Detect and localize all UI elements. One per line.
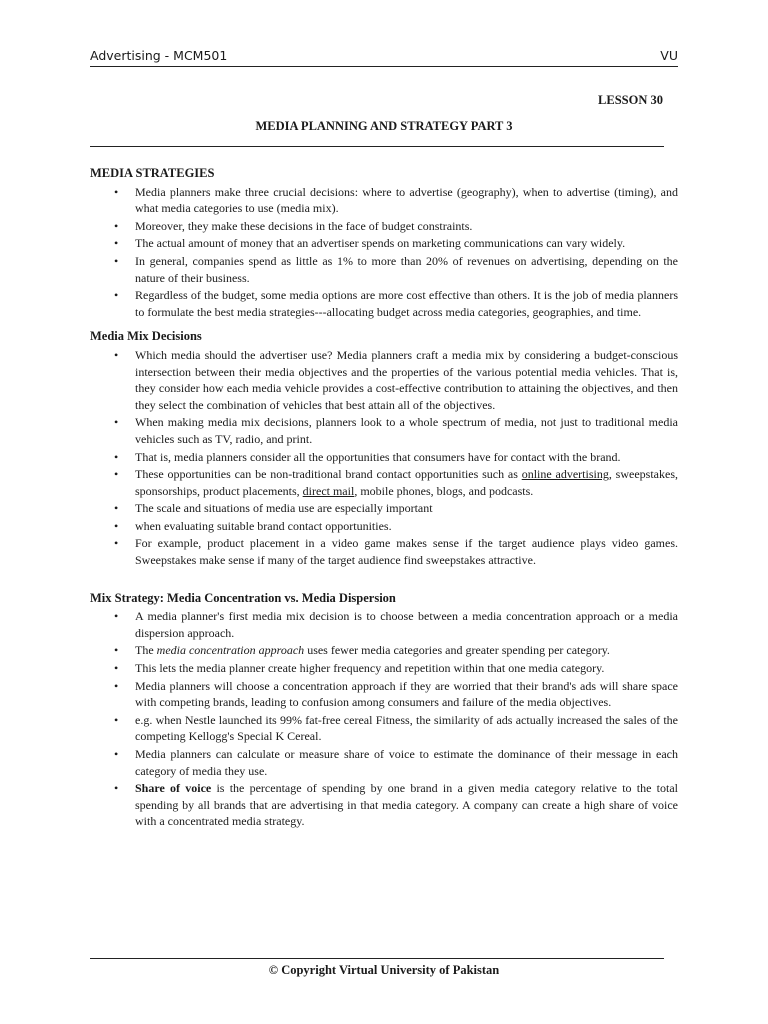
page-title: MEDIA PLANNING AND STRATEGY PART 3 [255,119,513,133]
bullet-icon: • [114,288,119,303]
emphasis-term: media concentration approach [156,643,305,658]
list-item: • Media planners make three crucial decisions: where to advertise (geography), when to advertise (timing), and what media categories to use (media mix). [114,184,678,216]
course-code: Advertising - MCM501 [90,48,228,63]
list-item: • Media planners can calculate or measure share of voice to estimate the dominance of their message in each category of media they use. [114,747,678,778]
bullet-icon: • [114,747,119,761]
bullet-icon: • [114,518,119,533]
bullet-list-media-strategies [90,184,678,321]
list-item: • Share of voice is the percentage of spending by one brand in a given media category relative to the total spending by all brands that are advertising in that media category. A company can create a high share of voice with a concentrated media strategy. [114,781,678,829]
section-heading-mix-strategy: Mix Strategy: Media Concentration vs. Media Dispersion [90,590,396,605]
list-item: • Regardless of the budget, some media options are more cost effective than others. It is the job of media planners to formulate the best media strategies---allocating budget across media categories, geographies, and time. [114,288,678,319]
bullet-icon: • [114,236,119,251]
copyright-footer: © Copyright Virtual University of Pakistan [268,963,500,977]
bullet-icon: • [114,609,119,624]
list-item: • For example, product placement in a video game makes sense if the target audience plays video games. Sweepstakes make sense if many of the target audience find sweepstakes attractive. [114,536,678,568]
list-item: • In general, companies spend as little as 1% to more than 20% of revenues on advertising, depending on the nature of their business. [114,253,678,285]
bullet-list-media-mix [90,347,678,569]
list-item: • Moreover, they make these decisions in the face of budget constraints. [114,218,473,233]
bullet-icon: • [114,643,119,658]
list-item: • Which media should the advertiser use? Media planners craft a media mix by considering a budget-conscious intersection between their media objectives and the properties of the various potential media vehicles. That is, they consider how each media vehicle provides a cost-effective contribution to attaining the objectives, and then they select the combination of vehicles that best attain all of the objectives. [114,347,678,412]
section-heading-media-strategies: MEDIA STRATEGIES [90,166,215,180]
running-header [90,48,678,67]
document-body [90,165,678,831]
bullet-icon: • [114,347,119,362]
list-item: • The media concentration approach uses fewer media categories and greater spending per category. [114,643,610,658]
bullet-icon: • [114,218,119,233]
bullet-icon: • [114,449,119,464]
bullet-icon: • [114,253,119,268]
section-heading-media-mix-decisions: Media Mix Decisions [90,329,202,344]
bullet-icon: • [114,678,119,693]
list-item: • Media planners will choose a concentration approach if they are worried that their brand's ads will share space with competing brands, leading to confusion among consumers and failure of the media objectives. [114,678,678,710]
bullet-icon: • [114,661,119,676]
direct-mail-link[interactable]: direct mail [302,483,355,498]
bullet-icon: • [114,712,119,727]
bullet-icon: • [114,467,119,482]
list-item: • That is, media planners consider all the opportunities that consumers have for contact with the brand. [114,449,621,464]
bullet-icon: • [114,501,119,516]
online-advertising-link[interactable]: online advertising [521,467,609,482]
list-item: • This lets the media planner create higher frequency and repetition within that one media category. [114,661,605,676]
institution-abbrev: VU [660,48,678,63]
lesson-number: LESSON 30 [598,93,663,107]
bullet-icon: • [114,184,119,199]
list-item: • when evaluating suitable brand contact opportunities. [114,518,392,533]
list-item: • When making media mix decisions, planners look to a whole spectrum of media, not just to traditional media vehicles such as TV, radio, and print. [114,415,678,446]
bullet-icon: • [114,781,119,796]
footer-divider [90,958,664,959]
bold-term: Share of voice [135,781,212,796]
bullet-icon: • [114,536,119,551]
list-item: • A media planner's first media mix decision is to choose between a media concentration approach or a media dispersion approach. [114,609,678,640]
list-item: • e.g. when Nestle launched its 99% fat-free cereal Fitness, the similarity of ads actually increased the sales of the competing Kellogg's Special K Cereal. [114,712,678,744]
title-divider [90,146,664,147]
list-item: • The scale and situations of media use are especially important [114,501,433,516]
bullet-list-mix-strategy [90,608,678,830]
list-item: • The actual amount of money that an advertiser spends on marketing communications can vary widely. [114,236,626,251]
bullet-icon: • [114,415,119,430]
list-item: • These opportunities can be non-traditional brand contact opportunities such as online advertising, sweepstakes, sponsorships, product placements, direct mail, mobile phones, blogs, and podcasts. [114,467,678,498]
